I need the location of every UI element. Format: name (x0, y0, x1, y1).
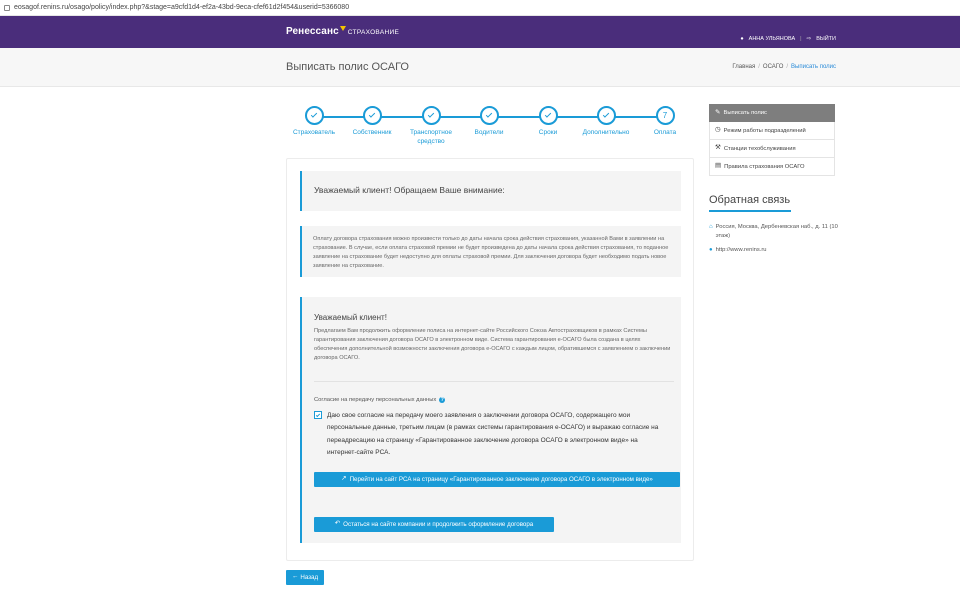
address-text: Россия, Москва, Дербеневская наб., д. 11 (10 этаж) (715, 224, 838, 239)
website-link[interactable]: http://www.renins.ru (715, 247, 767, 253)
user-name[interactable]: АННА УЛЬЯНОВА (748, 36, 796, 42)
logo-mark-icon (340, 26, 346, 31)
step-label: Оплата (653, 129, 677, 136)
step-done-icon (480, 106, 499, 125)
breadcrumb-separator: / (758, 64, 760, 70)
side-menu-issue-policy[interactable] (709, 104, 835, 122)
step-label: Дополнительно (582, 129, 630, 136)
step-done-icon (363, 106, 382, 125)
reply-icon: ↶ (334, 520, 341, 528)
offer-heading: Уважаемый клиент! (314, 313, 387, 322)
feedback-underline (709, 210, 791, 212)
consent-checkbox[interactable] (314, 411, 322, 419)
user-divider: | (800, 36, 802, 42)
main-panel (286, 158, 694, 561)
step-label: Сроки (538, 129, 558, 136)
offer-text: Предлагаем Вам продолжить оформление полиса на интернет-сайте Российского Союза Автостраховщиков в рамках Системы гарантирования заключения договора ОСАГО в электронном виде. Система гарантирования е-ОСАГО была создана в целях обеспечения дополнительной возможности заключения договора е-ОСАГО с каждым лицом, обратившемся с заявлением о заключении договора ОСАГО. (314, 328, 671, 361)
lock-icon (4, 5, 10, 11)
side-menu-service-stations[interactable] (709, 140, 835, 158)
rsa-offer-notice (300, 297, 681, 543)
edit-icon: ✎ (715, 108, 721, 116)
breadcrumb (732, 64, 836, 70)
breadcrumb-home[interactable]: Главная (732, 64, 756, 70)
wizard-steps (286, 106, 694, 156)
back-button[interactable] (286, 570, 324, 585)
side-menu (709, 104, 835, 176)
side-menu-label: Выписать полис (723, 110, 767, 116)
step-payment[interactable] (630, 106, 700, 137)
step-done-icon (597, 106, 616, 125)
side-menu-label: Режим работы подразделений (723, 127, 806, 134)
back-label: Назад (300, 574, 319, 581)
step-done-icon (422, 106, 441, 125)
step-done-icon (305, 106, 324, 125)
step-label: Водители (474, 129, 504, 136)
side-menu-label: Станции техобслуживания (723, 145, 796, 152)
payment-info-notice (300, 226, 681, 277)
step-number: 7 (656, 106, 675, 125)
page-header (0, 48, 960, 87)
feedback-address (709, 223, 839, 241)
consent-title (314, 397, 445, 403)
arrow-left-icon: ← (291, 573, 299, 581)
user-menu (740, 36, 836, 42)
globe-icon: ● (709, 247, 713, 253)
browser-url[interactable]: eosagof.renins.ru/osago/policy/index.php?&stage=a9cfd1d4-ef2a-43bd-9eca-cfef61d2f454&userid=5366080 (14, 4, 350, 11)
logout-link[interactable]: ВЫЙТИ (816, 36, 836, 42)
go-to-rsa-label: Перейти на сайт РСА на страницу «Гарантированное заключение договора ОСАГО в электронном виде» (349, 476, 653, 483)
user-icon: ● (740, 36, 744, 42)
step-done-icon (539, 106, 558, 125)
attention-notice (300, 171, 681, 211)
checkmark-icon (316, 412, 320, 416)
top-navbar (0, 16, 960, 48)
logout-icon: ⇨ (806, 36, 812, 42)
step-label: Собственник (352, 129, 392, 136)
book-icon: ▤ (715, 162, 722, 170)
step-label: Страхователь (292, 129, 336, 136)
stay-on-site-button[interactable] (314, 517, 554, 532)
brand-sub: СТРАХОВАНИЕ (347, 29, 400, 36)
browser-address-bar[interactable] (0, 0, 960, 16)
feedback-website (709, 246, 839, 255)
step-label: Транспортное средство (409, 129, 453, 145)
breadcrumb-current: Выписать полис (791, 64, 836, 70)
payment-info-text: Оплату договора страхования можно произвести только до даты начала срока действия страхования, указанной Вами в заявлении на страхование. В случае, если оплата страховой премии не будет произведена до даты начала срока действия страхования, то поданное заявление на страхование будет недоступно для оплаты страховой премии. Для заключения договора будет необходимо подать новое заявление на страхование. (313, 236, 669, 269)
consent-title-text: Согласие на передачу персональных данных (314, 397, 437, 403)
go-to-rsa-button[interactable] (314, 472, 680, 487)
divider (314, 381, 674, 382)
brand-logo[interactable] (286, 26, 399, 37)
side-menu-label: Правила страхования ОСАГО (724, 163, 805, 170)
consent-text[interactable]: Даю свое согласие на передачу моего заявления о заключении договора ОСАГО, содержащего мои персональные данные, третьим лицам (в рамках системы гарантирования е-ОСАГО) и выражаю согласие на переадресацию на страницу «Гарантированное заключение договора ОСАГО в электронном виде» на интернет-сайте РСА. (327, 412, 659, 457)
home-icon: ⌂ (709, 224, 713, 230)
attention-text: Уважаемый клиент! Обращаем Ваше внимание: (314, 185, 505, 195)
external-link-icon: ↗ (341, 475, 347, 483)
breadcrumb-separator: / (786, 64, 789, 70)
wrench-icon: ⚒ (715, 144, 721, 152)
brand-name: Ренессанс (286, 26, 339, 37)
breadcrumb-section[interactable]: ОСАГО (762, 64, 784, 70)
side-menu-work-hours[interactable] (709, 122, 835, 140)
page-title: Выписать полис ОСАГО (286, 61, 409, 73)
feedback-title: Обратная связь (709, 194, 791, 206)
clock-icon: ◷ (715, 126, 721, 134)
stay-on-site-label: Остаться на сайте компании и продолжить оформление договора (343, 521, 534, 528)
help-icon[interactable]: ? (440, 397, 444, 403)
side-menu-osago-rules[interactable] (709, 158, 835, 176)
